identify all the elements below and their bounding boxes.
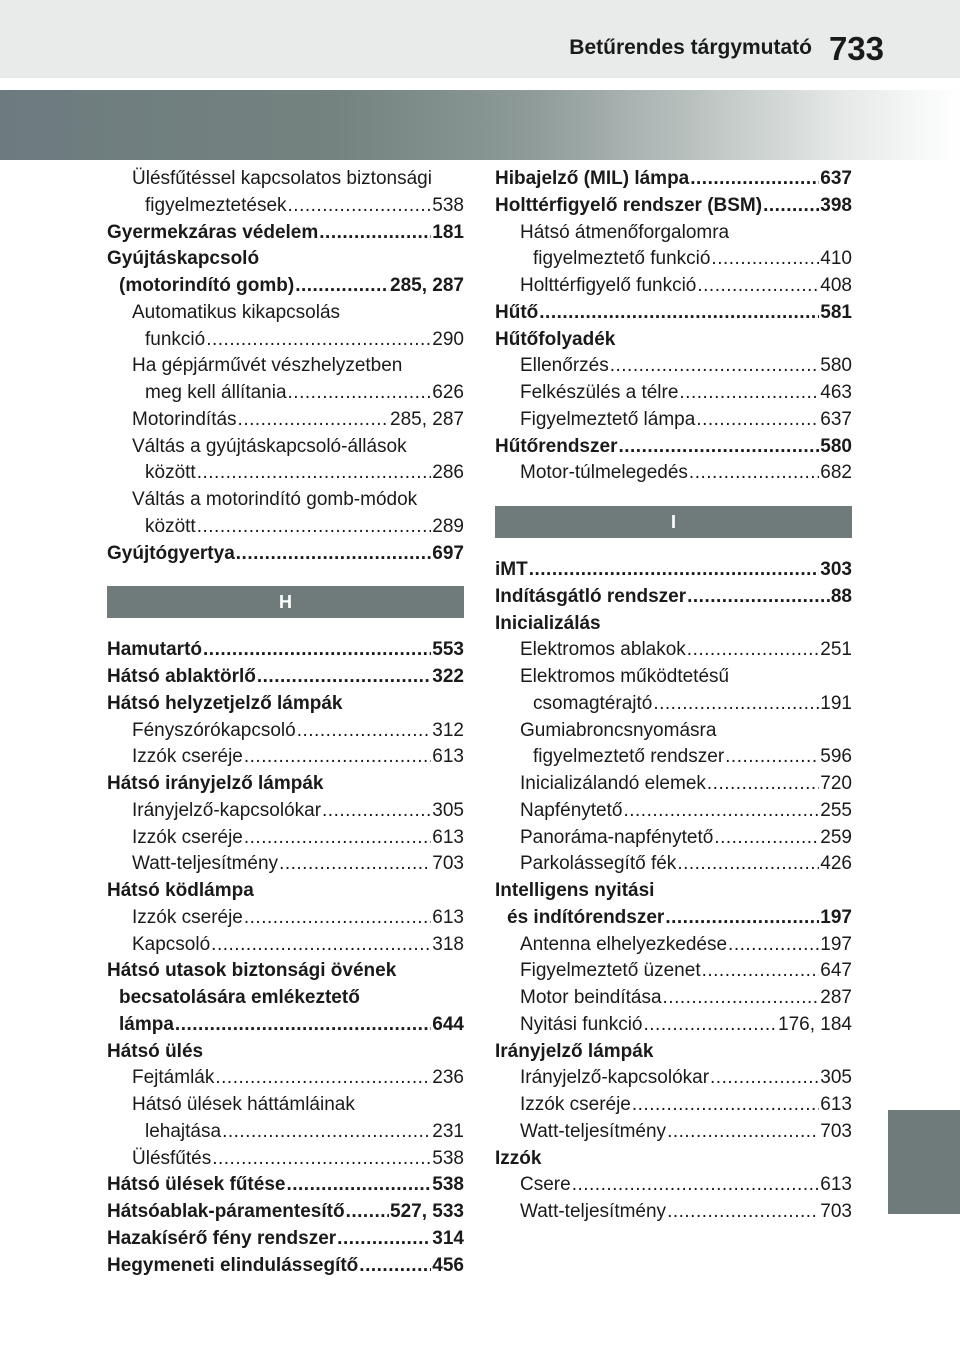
dot-leader: [663, 985, 820, 1012]
index-entry: [107, 744, 464, 771]
index-entry-label: Hátsó irányjelző lámpák: [107, 773, 324, 794]
dot-leader: [337, 1226, 431, 1253]
chapter-thumb-tab: [888, 1110, 960, 1214]
index-entry-page: 197: [820, 933, 852, 955]
index-entry-page: 289: [432, 515, 464, 537]
dot-leader: [529, 557, 820, 584]
index-entry-term: Antenna elhelyezkedése: [520, 933, 728, 955]
index-entry-label: Hátsó ülések háttámláinak: [132, 1094, 355, 1115]
dot-leader: [763, 193, 819, 220]
index-entry: [495, 744, 852, 771]
index-entry-term: Hazakísérő fény rendszer: [107, 1227, 337, 1249]
index-entry: [495, 1012, 852, 1039]
index-entry-term: Ülésfűtés: [132, 1147, 212, 1169]
index-entry: [495, 691, 852, 718]
index-entry: [107, 193, 464, 220]
dot-leader: [212, 1146, 431, 1173]
dot-leader: [697, 273, 819, 300]
dot-leader: [690, 166, 819, 193]
index-entry-term: Hátsóablak-páramentesítő: [107, 1201, 345, 1222]
index-entry-label: Hátsó helyzetjelző lámpák: [107, 692, 343, 714]
index-entry-page: 408: [820, 275, 852, 296]
dot-leader: [215, 1065, 431, 1092]
dot-leader: [707, 771, 819, 798]
dot-leader: [297, 718, 432, 745]
index-entry-page: 426: [820, 853, 852, 875]
dot-leader: [677, 851, 819, 878]
dot-leader: [288, 380, 432, 407]
dot-leader: [244, 905, 431, 932]
index-column-left: [107, 166, 464, 1279]
index-entry-term: Hibajelző (MIL) lámpa: [495, 168, 690, 189]
dot-leader: [211, 932, 431, 959]
section-header: H: [107, 586, 464, 618]
index-entry-term: Izzók cseréje: [520, 1094, 631, 1115]
page-number: 733: [828, 30, 884, 67]
dot-leader: [665, 905, 819, 932]
index-entry-page: 197: [820, 906, 852, 928]
index-entry-label: Elektromos működtetésű: [520, 666, 730, 687]
index-entry-term: Nyitási funkció: [520, 1013, 643, 1035]
dot-leader: [322, 798, 431, 825]
index-entry-term: Izzók cseréje: [132, 906, 243, 928]
index-entry-page: 286: [432, 462, 464, 484]
index-entry-term: meg kell állítania: [145, 382, 287, 403]
index-entry-label: Hátsó átmenőforgalomra: [520, 221, 730, 243]
index-entry-page: 176, 184: [778, 1013, 852, 1035]
index-entry-page: 527, 533: [390, 1201, 464, 1222]
header-title: Betűrendes tárgymutató: [569, 36, 812, 59]
section-gap: [495, 487, 852, 506]
index-entry: [495, 1092, 852, 1119]
index-entry-term: és indítórendszer: [507, 906, 665, 928]
dot-leader: [346, 1199, 389, 1226]
index-entry: [495, 637, 852, 664]
index-entry: [107, 460, 464, 487]
index-entry-page: 581: [820, 301, 852, 323]
index-entry: [495, 798, 852, 825]
index-entry: [107, 380, 464, 407]
index-entry: [495, 273, 852, 300]
index-entry-term: Watt-teljesítmény: [132, 853, 279, 875]
index-entry-term: lehajtása: [145, 1120, 222, 1142]
index-entry-term: Watt-teljesítmény: [520, 1201, 667, 1222]
index-entry: [107, 798, 464, 825]
index-entry-term: Hűtőrendszer: [495, 435, 618, 457]
index-entry: [495, 958, 852, 985]
index-entry-page: 682: [820, 462, 852, 484]
index-entry: [495, 1119, 852, 1146]
index-entry-term: Figyelmeztető üzenet: [520, 960, 701, 982]
index-entry: [107, 932, 464, 959]
index-entry-page: 697: [432, 542, 464, 564]
index-entry-term: (motorindító gomb): [119, 275, 295, 296]
dot-leader: [539, 300, 819, 327]
index-entry-page: 290: [432, 328, 464, 350]
index-entry-term: funkció: [145, 328, 206, 350]
index-entry: [107, 1172, 464, 1199]
index-entry: [495, 300, 852, 327]
index-entry-term: Csere: [520, 1174, 571, 1196]
index-entry-label: Gumiabroncsnyomásra: [520, 719, 717, 741]
index-entry: [495, 407, 852, 434]
index-entry: [107, 541, 464, 568]
index-entry-page: 312: [432, 719, 464, 741]
dot-leader: [359, 1253, 431, 1280]
dot-leader: [244, 744, 431, 771]
index-entry-page: 613: [820, 1094, 852, 1115]
dot-leader: [728, 932, 819, 959]
index-entry-term: Parkolássegítő fék: [520, 853, 677, 875]
index-entry-term: Hátsó ablaktörlő: [107, 666, 256, 687]
index-entry: [495, 353, 852, 380]
index-entry-label: Ülésfűtéssel kapcsolatos biztonsági: [132, 168, 432, 189]
index-entry-page: 553: [432, 639, 464, 661]
index-entry: [495, 434, 852, 461]
index-entry-term: Gyújtógyertya: [107, 542, 235, 564]
dot-leader: [288, 193, 432, 220]
index-entry-term: Kapcsoló: [132, 933, 211, 955]
section-gap: [495, 538, 852, 557]
index-entry-term: Holttérfigyelő rendszer (BSM): [495, 194, 763, 216]
index-entry: [495, 584, 852, 611]
dot-leader: [319, 220, 431, 247]
index-entry-page: 538: [432, 194, 464, 216]
decorative-gradient-bar: [0, 90, 960, 160]
index-entry-term: Motor-túlmelegedés: [520, 462, 688, 484]
index-entry-term: Gyermekzáras védelem: [107, 221, 319, 243]
index-entry-term: Panoráma-napfénytető: [520, 826, 714, 848]
index-entry-term: figyelmeztetések: [145, 194, 287, 216]
dot-leader: [197, 514, 432, 541]
index-entry: [107, 905, 464, 932]
index-entry: [495, 1172, 852, 1199]
index-entry: [495, 851, 852, 878]
index-entry-term: iMT: [495, 559, 528, 580]
dot-leader: [286, 1172, 431, 1199]
section-header: I: [495, 506, 852, 538]
index-entry-page: 596: [820, 746, 852, 768]
index-entry-page: 720: [820, 773, 852, 794]
index-entry-term: Elektromos ablakok: [520, 639, 686, 661]
dot-leader: [702, 958, 820, 985]
index-entry-label: Izzók: [495, 1147, 542, 1169]
dot-leader: [572, 1172, 820, 1199]
dot-leader: [238, 407, 389, 434]
index-entry-label: Ha gépjárművét vészhelyzetben: [132, 355, 403, 377]
index-entry: [495, 246, 852, 273]
index-entry-page: 647: [820, 960, 852, 982]
dot-leader: [687, 584, 830, 611]
index-entry-page: 644: [432, 1013, 464, 1035]
index-entry: [107, 220, 464, 247]
index-entry-page: 398: [820, 194, 852, 216]
index-entry: [107, 718, 464, 745]
index-entry-term: Hamutartó: [107, 639, 203, 661]
index-entry-term: között: [145, 462, 196, 484]
index-entry-page: 463: [820, 382, 852, 403]
index-entry: [107, 407, 464, 434]
index-entry: [495, 771, 852, 798]
dot-leader: [279, 851, 431, 878]
index-entry-page: 88: [830, 585, 852, 607]
index-entry-page: 251: [820, 639, 852, 661]
index-entry: [495, 1065, 852, 1092]
section-gap: [107, 567, 464, 586]
index-entry-page: 305: [820, 1067, 852, 1089]
index-entry-page: 456: [432, 1254, 464, 1276]
index-entry-page: 231: [432, 1120, 464, 1142]
dot-leader: [644, 1012, 778, 1039]
index-entry-page: 703: [432, 853, 464, 875]
dot-leader: [206, 327, 431, 354]
index-entry-page: 538: [432, 1174, 464, 1196]
index-entry-page: 580: [820, 435, 852, 457]
index-entry-page: 626: [432, 382, 464, 403]
index-entry-page: 538: [432, 1147, 464, 1169]
index-entry-term: Figyelmeztető lámpa: [520, 408, 696, 430]
index-entry-page: 410: [820, 248, 852, 270]
dot-leader: [610, 353, 820, 380]
index-entry-label: Inicializálás: [495, 612, 601, 634]
index-entry: [107, 1253, 464, 1280]
dot-leader: [711, 246, 819, 273]
index-entry-label: Automatikus kikapcsolás: [132, 301, 341, 323]
dot-leader: [667, 1199, 819, 1226]
dot-leader: [236, 541, 432, 568]
index-entry-page: 314: [432, 1227, 464, 1249]
index-entry: [107, 1146, 464, 1173]
index-entry-term: csomagtérajtó: [533, 692, 653, 714]
index-entry-label: Hátsó ködlámpa: [107, 880, 254, 901]
dot-leader: [689, 460, 819, 487]
dot-leader: [175, 1012, 431, 1039]
index-entry: [107, 514, 464, 541]
index-entry-label: Hátsó utasok biztonsági övének: [107, 960, 397, 982]
index-entry-term: lámpa: [119, 1013, 174, 1035]
index-entry-page: 305: [432, 799, 464, 821]
index-entry-term: Hegymeneti elindulássegítő: [107, 1254, 359, 1276]
index-entry: [107, 327, 464, 354]
index-entry-page: 181: [432, 221, 464, 243]
index-entry-term: Watt-teljesítmény: [520, 1120, 667, 1142]
index-entry-page: 637: [820, 168, 852, 189]
index-entry-term: Felkészülés a télre: [520, 382, 679, 403]
index-entry: [107, 1226, 464, 1253]
index-entry-term: Inicializálandó elemek: [520, 773, 706, 794]
index-entry-page: 303: [820, 559, 852, 580]
dot-leader: [710, 1065, 819, 1092]
index-entry: [495, 932, 852, 959]
index-entry-page: 613: [820, 1174, 852, 1196]
index-entry: [107, 825, 464, 852]
index-entry-term: Fejtámlák: [132, 1067, 215, 1089]
dot-leader: [725, 744, 819, 771]
index-entry-term: Irányjelző-kapcsolókar: [520, 1067, 710, 1089]
index-entry-page: 285, 287: [390, 408, 464, 430]
index-entry: [107, 851, 464, 878]
index-column-right: [495, 166, 852, 1226]
index-entry-term: Indításgátló rendszer: [495, 585, 687, 607]
index-entry-term: Ellenőrzés: [520, 355, 609, 377]
dot-leader: [244, 825, 431, 852]
index-entry: [495, 985, 852, 1012]
index-entry-label: Hátsó ülés: [107, 1040, 204, 1062]
index-entry-page: 580: [820, 355, 852, 377]
dot-leader: [653, 691, 819, 718]
index-entry-term: között: [145, 515, 196, 537]
index-entry-page: 703: [820, 1120, 852, 1142]
index-entry: [495, 460, 852, 487]
index-entry-term: Napfénytető: [520, 799, 623, 821]
dot-leader: [197, 460, 432, 487]
index-entry-page: 285, 287: [390, 275, 464, 296]
index-entry-page: 613: [432, 906, 464, 928]
index-entry-page: 255: [820, 799, 852, 821]
index-entry: [495, 905, 852, 932]
index-entry-term: Holttérfigyelő funkció: [520, 275, 697, 296]
dot-leader: [696, 407, 819, 434]
index-entry-term: Hátsó ülések fűtése: [107, 1174, 286, 1196]
index-entry-page: 236: [432, 1067, 464, 1089]
index-entry: [495, 166, 852, 193]
header-band: [0, 0, 960, 78]
index-entry: [107, 273, 464, 300]
index-entry-term: Motorindítás: [132, 408, 237, 430]
index-entry: [495, 825, 852, 852]
index-entry-page: 613: [432, 826, 464, 848]
dot-leader: [667, 1119, 819, 1146]
index-entry-term: Irányjelző-kapcsolókar: [132, 799, 322, 821]
dot-leader: [257, 664, 431, 691]
index-entry-page: 318: [432, 933, 464, 955]
index-entry-page: 191: [820, 692, 852, 714]
dot-leader: [618, 434, 819, 461]
index-entry-label: Hűtőfolyadék: [495, 328, 616, 350]
dot-leader: [632, 1092, 819, 1119]
index-entry-term: Hűtő: [495, 301, 539, 323]
index-entry-label: Irányjelző lámpák: [495, 1040, 654, 1062]
dot-leader: [203, 637, 431, 664]
dot-leader: [679, 380, 819, 407]
index-entry: [495, 557, 852, 584]
dot-leader: [222, 1119, 431, 1146]
index-entry-term: Fényszórókapcsoló: [132, 719, 296, 741]
index-entry: [495, 193, 852, 220]
index-entry-page: 703: [820, 1201, 852, 1222]
index-entry-label: Váltás a gyújtáskapcsoló-állások: [132, 435, 407, 457]
index-entry-term: Izzók cseréje: [132, 746, 243, 768]
index-entry: [107, 1012, 464, 1039]
dot-leader: [714, 825, 819, 852]
index-entry-page: 287: [820, 987, 852, 1008]
index-entry: [107, 1199, 464, 1226]
index-entry-page: 613: [432, 746, 464, 768]
index-entry-page: 259: [820, 826, 852, 848]
index-entry: [107, 664, 464, 691]
index-entry-term: figyelmeztető rendszer: [533, 746, 725, 768]
index-entry-page: 637: [820, 408, 852, 430]
index-entry: [107, 1119, 464, 1146]
index-entry-label: Váltás a motorindító gomb-módok: [132, 489, 418, 510]
index-entry-label: Intelligens nyitási: [495, 880, 655, 901]
index-entry-term: figyelmeztető funkció: [533, 248, 711, 270]
dot-leader: [623, 798, 819, 825]
index-entry: [495, 1199, 852, 1226]
index-entry-label: becsatolására emlékeztető: [119, 987, 360, 1008]
index-entry: [107, 1065, 464, 1092]
index-entry: [107, 637, 464, 664]
index-entry-page: 322: [432, 666, 464, 687]
dot-leader: [687, 637, 820, 664]
index-entry-term: Motor beindítása: [520, 987, 662, 1008]
index-entry-label: Gyújtáskapcsoló: [107, 248, 260, 270]
section-gap: [107, 618, 464, 637]
index-entry: [495, 380, 852, 407]
index-entry-term: Izzók cseréje: [132, 826, 243, 848]
dot-leader: [295, 273, 389, 300]
